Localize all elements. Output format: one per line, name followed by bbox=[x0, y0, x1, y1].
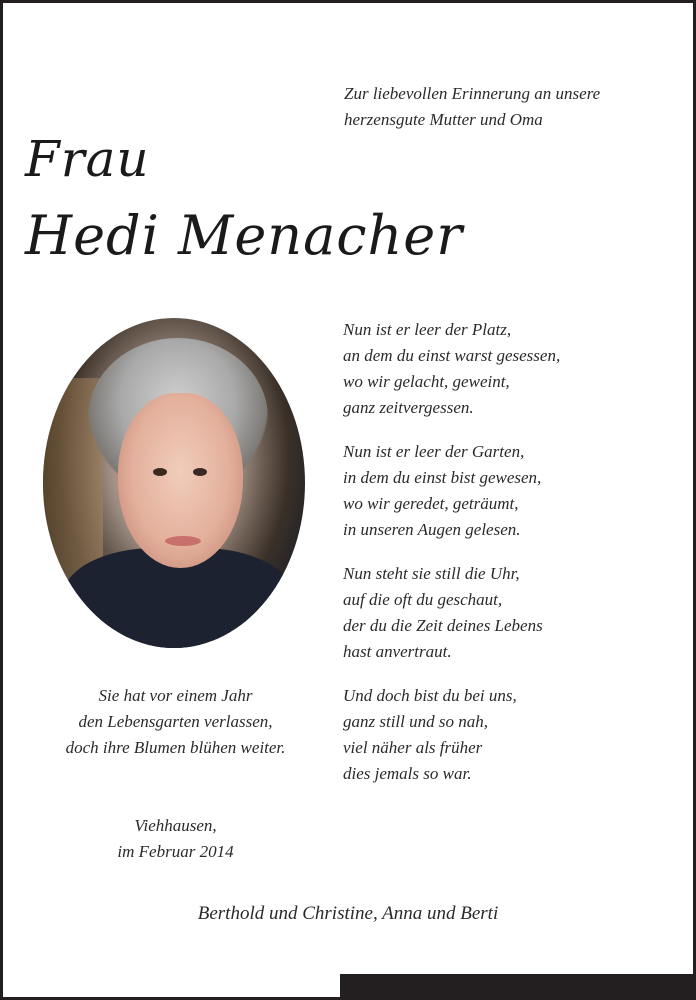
obituary-page bbox=[3, 3, 693, 997]
date-line: im Februar 2014 bbox=[117, 842, 234, 861]
photo-mouth bbox=[165, 536, 201, 546]
poem-line: ganz zeitvergessen. bbox=[343, 398, 474, 417]
poem-line: der du die Zeit deines Lebens bbox=[343, 616, 543, 635]
poem-line: dies jemals so war. bbox=[343, 764, 472, 783]
quote-line: den Lebensgarten verlassen, bbox=[78, 712, 273, 731]
poem-line: Nun ist er leer der Garten, bbox=[343, 442, 525, 461]
poem-line: Und doch bist du bei uns, bbox=[343, 686, 517, 705]
poem-line: in unseren Augen gelesen. bbox=[343, 520, 521, 539]
family-signature: Berthold und Christine, Anna und Berti bbox=[197, 903, 499, 924]
poem-line: Nun steht sie still die Uhr, bbox=[343, 564, 520, 583]
name-title: Frau bbox=[25, 130, 150, 188]
poem-line: auf die oft du geschaut, bbox=[343, 590, 503, 609]
memorial-quote bbox=[23, 683, 328, 761]
name-full: Hedi Menacher bbox=[25, 204, 464, 267]
intro-line: Zur liebevollen Erinnerung an unsere bbox=[344, 84, 601, 103]
poem-line: hast anvertraut. bbox=[343, 642, 452, 661]
poem-line: an dem du einst warst gesessen, bbox=[343, 346, 561, 365]
deceased-name bbox=[25, 121, 463, 275]
poem-line: viel näher als früher bbox=[343, 738, 483, 757]
poem-stanza bbox=[343, 317, 560, 421]
portrait-photo bbox=[43, 318, 305, 648]
photo-eye bbox=[193, 468, 207, 476]
intro-line: herzensgute Mutter und Oma bbox=[344, 110, 543, 129]
poem-line: wo wir geredet, geträumt, bbox=[343, 494, 519, 513]
frame-bar-bottom bbox=[340, 974, 696, 1000]
poem-stanza bbox=[343, 683, 517, 787]
poem-stanza bbox=[343, 561, 543, 665]
quote-line: doch ihre Blumen blühen weiter. bbox=[65, 738, 286, 757]
poem-line: ganz still und so nah, bbox=[343, 712, 488, 731]
place-line: Viehhausen, bbox=[134, 816, 217, 835]
photo-eye bbox=[153, 468, 167, 476]
poem-line: wo wir gelacht, geweint, bbox=[343, 372, 510, 391]
poem-stanza bbox=[343, 439, 541, 543]
poem-line: Nun ist er leer der Platz, bbox=[343, 320, 512, 339]
poem-line: in dem du einst bist gewesen, bbox=[343, 468, 542, 487]
quote-line: Sie hat vor einem Jahr bbox=[98, 686, 253, 705]
place-date bbox=[23, 813, 328, 865]
